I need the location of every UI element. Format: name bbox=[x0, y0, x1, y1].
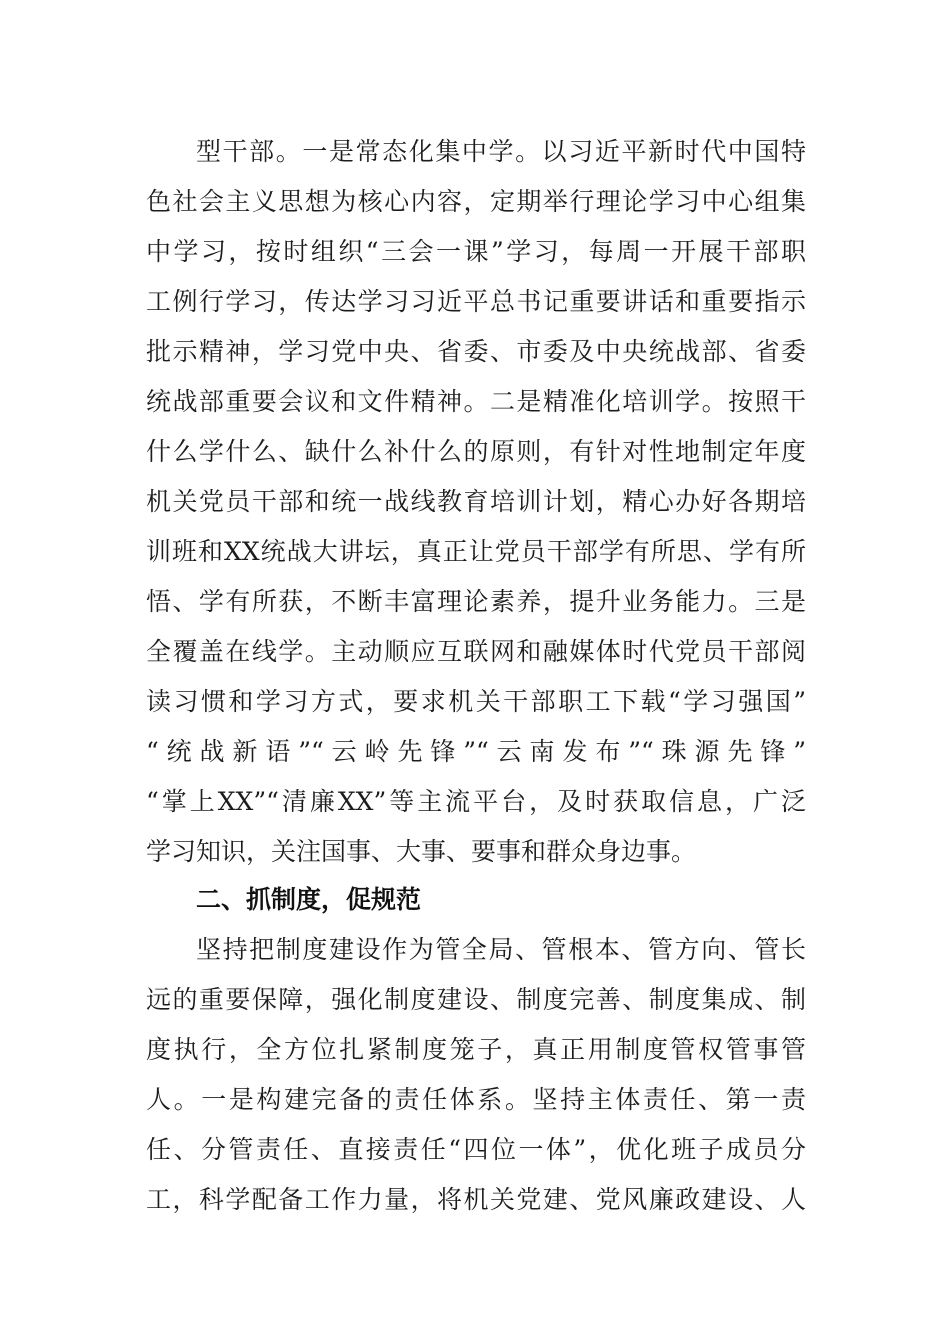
paragraph-line: 什么学什么、缺什么补什么的原则，有针对性地制定年度 bbox=[146, 437, 806, 466]
paragraph-line: 统战部重要会议和文件精神。二是精准化培训学。按照干 bbox=[146, 387, 806, 416]
paragraph-line: 学习知识，关注国事、大事、要事和群众身边事。 bbox=[146, 837, 697, 866]
paragraph-line: 工，科学配备工作力量，将机关党建、党风廉政建设、人 bbox=[146, 1185, 806, 1214]
paragraph-line: 坚持把制度建设作为管全局、管根本、管方向、管长 bbox=[196, 935, 806, 964]
paragraph-line: 远的重要保障，强化制度建设、制度完善、制度集成、制 bbox=[146, 985, 806, 1014]
paragraph-line: 任、分管责任、直接责任“四位一体”，优化班子成员分 bbox=[146, 1135, 806, 1164]
paragraph-line: 悟、学有所获，不断丰富理论素养，提升业务能力。三是 bbox=[146, 587, 806, 616]
paragraph-line: 训班和XX统战大讲坛，真正让党员干部学有所思、学有所 bbox=[146, 537, 806, 566]
paragraph-line: 机关党员干部和统一战线教育培训计划，精心办好各期培 bbox=[146, 487, 806, 516]
paragraph-line: “掌上XX”“清廉XX”等主流平台，及时获取信息，广泛 bbox=[146, 787, 806, 816]
paragraph-line: 读习惯和学习方式，要求机关干部职工下载“学习强国” bbox=[146, 687, 806, 716]
paragraph-line: 批示精神，学习党中央、省委、市委及中央统战部、省委 bbox=[146, 337, 806, 366]
paragraph-line: 度执行，全方位扎紧制度笼子，真正用制度管权管事管 bbox=[146, 1035, 806, 1064]
paragraph-line: 人。一是构建完备的责任体系。坚持主体责任、第一责 bbox=[146, 1085, 806, 1114]
paragraph-line: “统战新语”“云岭先锋”“云南发布”“珠源先锋” bbox=[146, 737, 806, 766]
paragraph-line: 色社会主义思想为核心内容，定期举行理论学习中心组集 bbox=[146, 187, 806, 216]
paragraph-line: 全覆盖在线学。主动顺应互联网和融媒体时代党员干部阅 bbox=[146, 637, 806, 666]
paragraph-line: 工例行学习，传达学习习近平总书记重要讲话和重要指示 bbox=[146, 287, 806, 316]
paragraph-line: 型干部。一是常态化集中学。以习近平新时代中国特 bbox=[196, 137, 806, 166]
paragraph-line: 中学习，按时组织“三会一课”学习，每周一开展干部职 bbox=[146, 237, 806, 266]
section-heading: 二、抓制度，促规范 bbox=[196, 885, 422, 914]
